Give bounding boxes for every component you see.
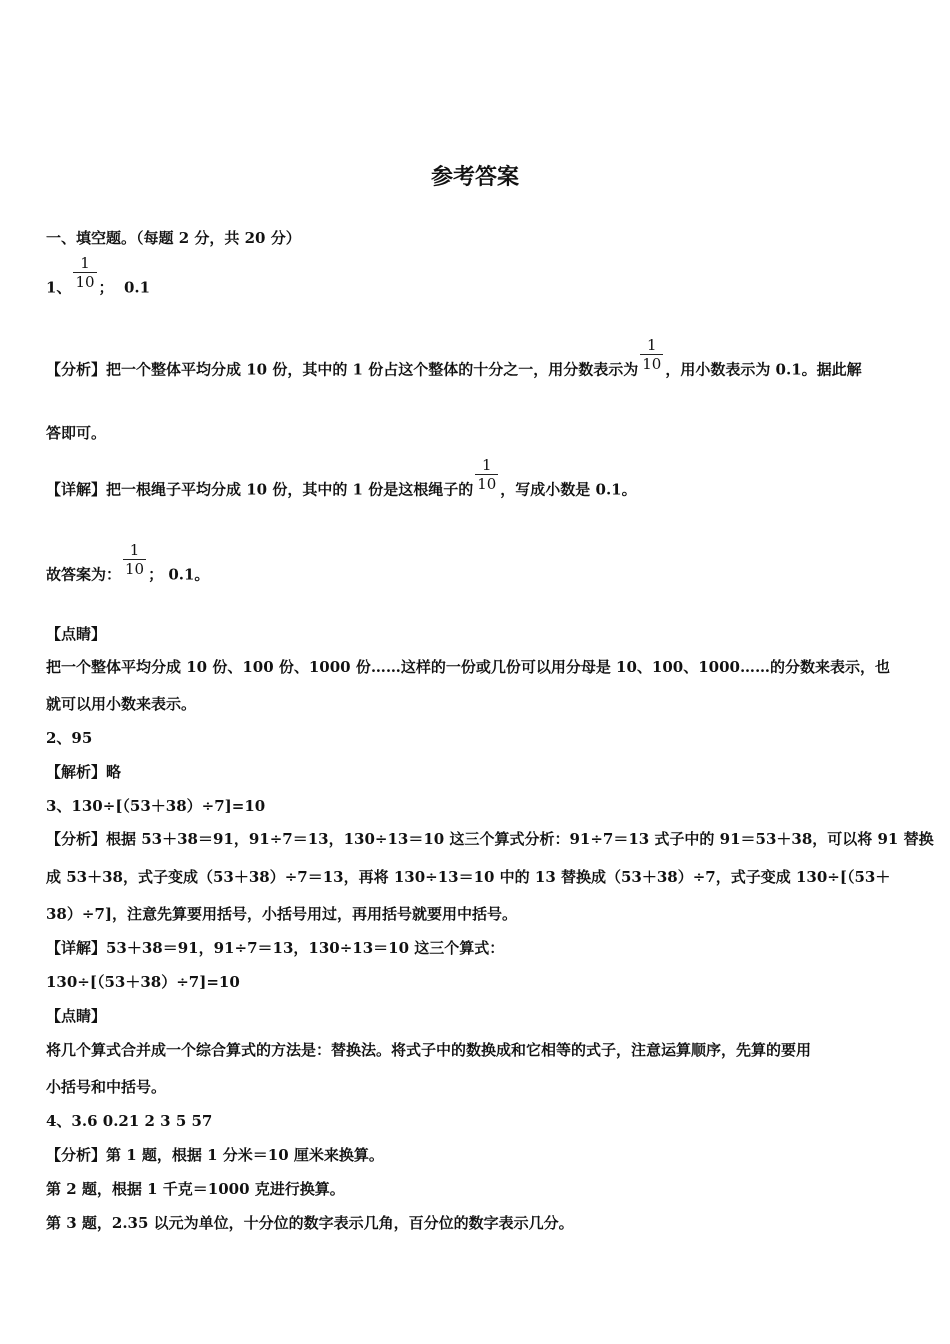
q1-analysis-a: 【分析】把一个整体平均分成 10 份，其中的 1 份占这个整体的十分之一，用分数表示为 <box>46 360 639 379</box>
fraction-numerator: 1 <box>129 541 140 559</box>
q4-analysis-2: 第 2 题，根据 1 千克＝1000 克进行换算。 <box>46 1180 345 1198</box>
q3-point-1: 将几个算式合并成一个综合算式的方法是：替换法。将式子中的数换成和它相等的式子，注意运算顺序，先算的要用 <box>46 1041 812 1059</box>
page-title: 参考答案 <box>430 165 519 190</box>
q1-answer: 0.1 <box>124 278 151 297</box>
q1-answer-suffix: ； 0.1。 <box>148 565 210 584</box>
q1-point-2: 就可以用小数来表示。 <box>46 695 197 713</box>
fraction-denominator: 10 <box>75 273 95 291</box>
fraction-numerator: 1 <box>646 336 657 354</box>
q1-detail <box>46 456 906 509</box>
q3-analysis-3: 38）÷7]，注意先算要用括号，小括号用过，再用括号就要用中括号。 <box>46 905 517 923</box>
q4-analysis-3: 第 3 题，2.35 以元为单位，十分位的数字表示几角，百分位的数字表示几分。 <box>46 1214 574 1232</box>
q1-detail-a: 【详解】把一根绳子平均分成 10 份，其中的 1 份是这根绳子的 <box>46 480 474 499</box>
q4-answer-line: 4、3.6 0.21 2 3 5 57 <box>46 1112 213 1130</box>
q3-detail-result: 130÷[（53＋38）÷7]=10 <box>46 973 240 991</box>
fraction-denominator: 10 <box>642 355 662 373</box>
q3-analysis-2: 成 53＋38，式子变成（53＋38）÷7＝13，再将 130÷13＝10 中的 13 替换成（53＋38）÷7，式子变成 130÷[（53＋ <box>46 868 891 886</box>
q1-sep: ； <box>98 278 114 297</box>
fraction-one-tenth <box>475 456 498 493</box>
q1-prefix: 1、 <box>46 278 72 297</box>
section-heading: 一、填空题。（每题 2 分，共 20 分） <box>46 229 301 247</box>
q2-analysis: 【解析】略 <box>46 763 122 781</box>
q1-point-1: 把一个整体平均分成 10 份、100 份、1000 份……这样的一份或几份可以用分母是 10、100、1000……的分数来表示，也 <box>46 658 890 676</box>
fraction-one-tenth <box>640 336 663 373</box>
fraction-numerator: 1 <box>80 254 90 272</box>
fraction-one-tenth <box>73 254 96 291</box>
q3-answer-line: 3、130÷[（53＋38）÷7]=10 <box>46 797 266 815</box>
q1-analysis <box>46 336 906 389</box>
q3-point-label: 【点睛】 <box>46 1007 107 1025</box>
fraction-one-tenth <box>123 541 146 578</box>
q1-analysis-c: 答即可。 <box>46 424 107 442</box>
fraction-numerator: 1 <box>481 456 492 474</box>
q3-detail: 【详解】53＋38＝91，91÷7＝13，130÷13＝10 这三个算式： <box>46 939 505 957</box>
q1-final-answer <box>46 541 906 594</box>
q1-answer-line <box>46 254 906 307</box>
q3-point-2: 小括号和中括号。 <box>46 1078 167 1096</box>
q1-analysis-b: ，用小数表示为 0.1。据此解 <box>665 360 862 379</box>
q1-detail-b: ，写成小数是 0.1。 <box>500 480 637 499</box>
q3-analysis-1: 【分析】根据 53＋38＝91，91÷7＝13，130÷13＝10 这三个算式分析：91÷7＝13 式子中的 91＝53＋38，可以将 91 替换 <box>46 830 934 848</box>
q2-answer-line: 2、95 <box>46 729 93 747</box>
q1-point-label: 【点睛】 <box>46 625 107 643</box>
fraction-denominator: 10 <box>477 475 497 493</box>
fraction-denominator: 10 <box>125 560 145 578</box>
q4-analysis-1: 【分析】第 1 题，根据 1 分米＝10 厘米来换算。 <box>46 1146 384 1164</box>
q1-answer-prefix: 故答案为： <box>46 565 122 584</box>
